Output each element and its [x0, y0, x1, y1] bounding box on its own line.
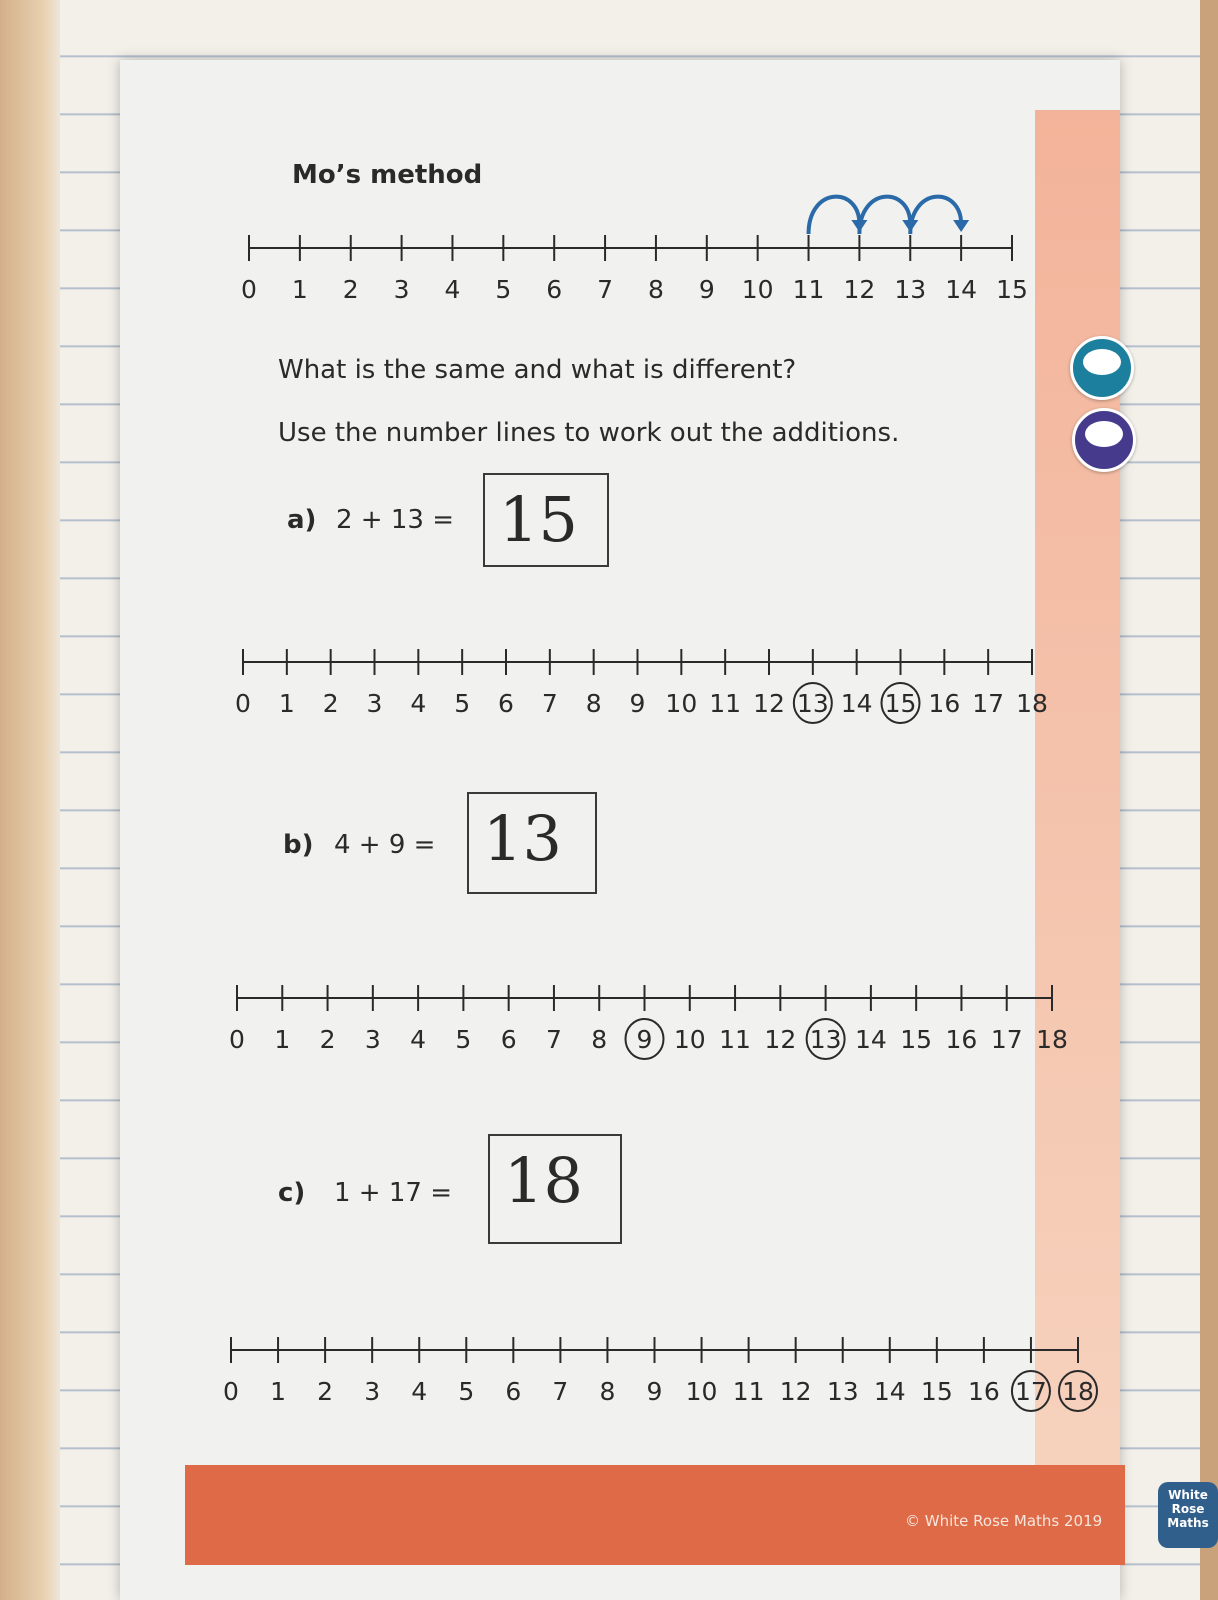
a-line-tick-label: 1 — [278, 689, 295, 718]
copyright-text: © White Rose Maths 2019 — [905, 1512, 1103, 1530]
mo-line-tick-label: 14 — [945, 275, 978, 304]
mo-line-tick-label: 12 — [843, 275, 876, 304]
question-b-label: b) — [283, 830, 314, 860]
side-color-band — [1035, 110, 1120, 1470]
c-line-tick-label: 17 — [1015, 1377, 1047, 1406]
b-line-tick-label: 18 — [1036, 1025, 1068, 1054]
mo-line-tick-label: 8 — [647, 275, 664, 304]
mo-line-tick-label: 6 — [546, 275, 563, 304]
mo-line-tick-label: 2 — [342, 275, 359, 304]
b-line-tick-label: 3 — [364, 1025, 381, 1054]
c-line-tick-label: 0 — [223, 1377, 239, 1406]
mo-line-tick-label: 9 — [698, 275, 715, 304]
mo-line-tick-label: 15 — [996, 275, 1028, 304]
notebook-margin — [0, 0, 60, 1600]
a-line-tick-label: 13 — [796, 689, 829, 718]
question-c-expression: 1 + 17 = — [334, 1178, 452, 1208]
question-c-label: c) — [278, 1178, 306, 1208]
logo-line-1: White — [1168, 1488, 1208, 1502]
mo-line-tick-label: 11 — [792, 275, 825, 304]
mo-line-tick-label: 3 — [393, 275, 410, 304]
question-same-different: What is the same and what is different? — [278, 355, 797, 385]
c-line-tick-label: 10 — [685, 1377, 718, 1406]
a-line-tick-label: 8 — [585, 689, 602, 718]
b-line-tick-label: 7 — [545, 1025, 562, 1054]
question-a-expression: 2 + 13 = — [336, 505, 454, 535]
instruction-text: Use the number lines to work out the additions. — [278, 418, 900, 448]
question-b-answer-box[interactable]: 13 — [467, 792, 597, 894]
mo-line-tick-label: 4 — [444, 275, 461, 304]
c-line-tick-label: 7 — [552, 1377, 569, 1406]
logo-line-2: Rose — [1171, 1502, 1205, 1516]
a-line-tick-label: 11 — [709, 689, 742, 718]
b-line-tick-label: 14 — [854, 1025, 887, 1054]
c-line-tick-label: 2 — [317, 1377, 334, 1406]
mo-line-tick-label: 13 — [894, 275, 927, 304]
c-line-tick-label: 18 — [1062, 1377, 1094, 1406]
a-line-tick-label: 2 — [322, 689, 339, 718]
b-line-tick-label: 2 — [319, 1025, 336, 1054]
question-c-answer-box[interactable]: 18 — [488, 1134, 622, 1244]
mo-line-tick-label: 0 — [241, 275, 257, 304]
c-line-tick-label: 12 — [779, 1377, 812, 1406]
logo-line-3: Maths — [1167, 1516, 1209, 1530]
b-line-tick-label: 5 — [455, 1025, 472, 1054]
question-b-expression: 4 + 9 = — [334, 830, 436, 860]
c-line-tick-label: 9 — [646, 1377, 663, 1406]
b-line-tick-label: 15 — [900, 1025, 933, 1054]
question-a-answer-box[interactable]: 15 — [483, 473, 609, 567]
a-line-tick-label: 5 — [454, 689, 471, 718]
b-line-tick-label: 11 — [719, 1025, 751, 1054]
a-line-tick-label: 0 — [235, 689, 251, 718]
c-line-tick-label: 6 — [505, 1377, 522, 1406]
a-line-tick-label: 10 — [665, 689, 698, 718]
c-line-tick-label: 3 — [364, 1377, 381, 1406]
a-line-tick-label: 7 — [541, 689, 558, 718]
c-line-tick-label: 14 — [873, 1377, 906, 1406]
c-line-tick-label: 8 — [599, 1377, 616, 1406]
b-line-tick-label: 8 — [591, 1025, 608, 1054]
c-line-tick-label: 4 — [411, 1377, 428, 1406]
b-line-tick-label: 13 — [809, 1025, 842, 1054]
b-line-tick-label: 17 — [990, 1025, 1023, 1054]
a-line-tick-label: 16 — [928, 689, 961, 718]
b-line-tick-label: 16 — [945, 1025, 978, 1054]
a-line-tick-label: 18 — [1016, 689, 1048, 718]
c-line-tick-label: 5 — [458, 1377, 475, 1406]
c-line-tick-label: 16 — [967, 1377, 1000, 1406]
mo-line-tick-label: 10 — [741, 275, 774, 304]
a-line-tick-label: 17 — [972, 689, 1005, 718]
a-line-tick-label: 6 — [498, 689, 514, 718]
mo-line-tick-label: 7 — [597, 275, 614, 304]
question-a-label: a) — [287, 505, 317, 535]
b-line-tick-label: 10 — [673, 1025, 706, 1054]
c-line-tick-label: 15 — [920, 1377, 953, 1406]
section-title: Mo’s method — [292, 160, 483, 190]
c-line-tick-label: 11 — [732, 1377, 765, 1406]
b-line-tick-label: 9 — [636, 1025, 653, 1054]
b-line-tick-label: 1 — [274, 1025, 291, 1054]
b-line-tick-label: 4 — [410, 1025, 427, 1054]
speech-bubble-icon — [1070, 336, 1134, 400]
mo-line-tick-label: 5 — [495, 275, 512, 304]
a-line-tick-label: 4 — [410, 689, 427, 718]
b-line-tick-label: 12 — [764, 1025, 797, 1054]
c-line-tick-label: 13 — [826, 1377, 859, 1406]
a-line-tick-label: 12 — [753, 689, 785, 718]
a-line-tick-label: 9 — [629, 689, 646, 718]
a-line-tick-label: 15 — [884, 689, 917, 718]
a-line-tick-label: 3 — [366, 689, 383, 718]
b-line-tick-label: 0 — [229, 1025, 245, 1054]
mo-line-tick-label: 1 — [291, 275, 308, 304]
a-line-tick-label: 14 — [840, 689, 873, 718]
b-line-tick-label: 6 — [500, 1025, 517, 1054]
white-rose-maths-logo — [1158, 1482, 1218, 1548]
c-line-tick-label: 1 — [270, 1377, 287, 1406]
thought-bubble-icon — [1072, 408, 1136, 472]
